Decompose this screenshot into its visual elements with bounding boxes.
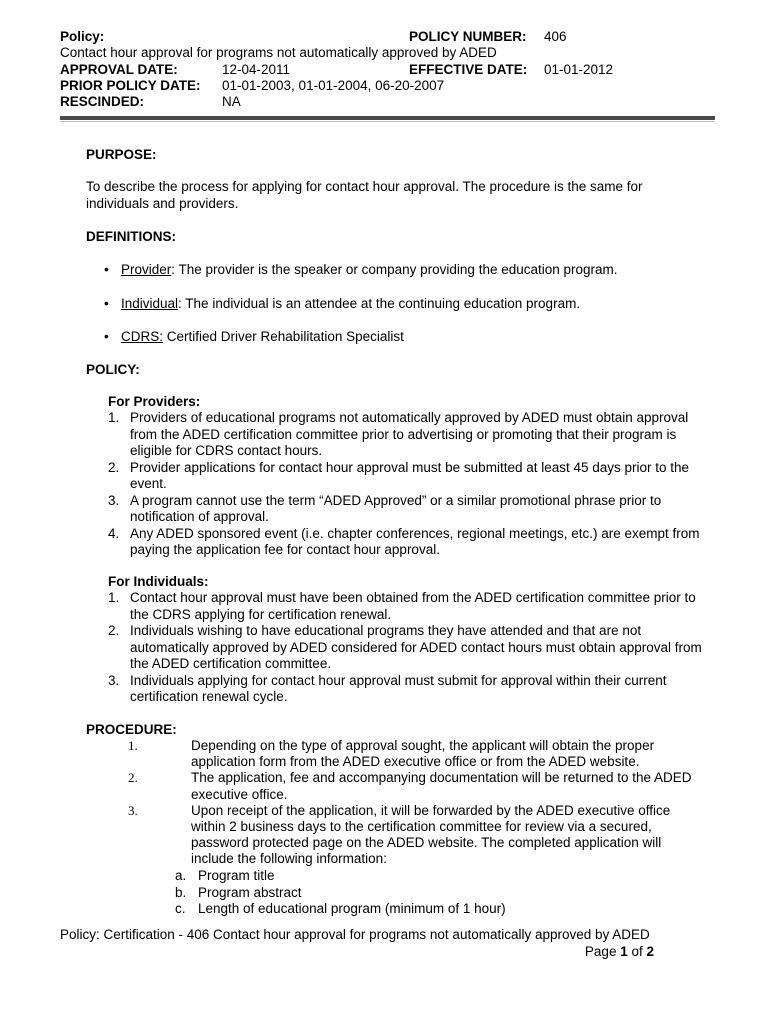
purpose-text: To describe the process for applying for contact hour approval. The procedure is the same for individuals and providers. bbox=[86, 179, 643, 211]
policy-heading: POLICY: bbox=[86, 362, 140, 377]
header-divider bbox=[60, 116, 715, 120]
list-item: a. Program title bbox=[175, 868, 275, 883]
rescinded-value: NA bbox=[222, 94, 241, 109]
list-item: 2. The application, fee and accompanying documentation will be returned to the ADED executive office. bbox=[128, 770, 692, 802]
rescinded-label: RESCINDED: bbox=[60, 94, 145, 109]
policy-number-value: 406 bbox=[544, 29, 567, 44]
list-item: 3. A program cannot use the term “ADED Approved” or a similar promotional phrase prior to notification of approval. bbox=[108, 492, 662, 524]
procedure-sublist bbox=[175, 868, 506, 918]
definitions-heading: DEFINITIONS: bbox=[86, 229, 176, 244]
approval-date-value: 12-04-2011 bbox=[222, 62, 291, 77]
definition-text: : The individual is an attendee at the continuing education program. bbox=[178, 296, 581, 311]
definition-text: : The provider is the speaker or company providing the education program. bbox=[171, 262, 618, 277]
definition-item bbox=[104, 329, 404, 345]
policy-number-label: POLICY NUMBER: bbox=[409, 29, 527, 44]
list-item: b. Program abstract bbox=[175, 884, 302, 900]
policy-title: Contact hour approval for programs not automatically approved by ADED bbox=[60, 45, 497, 60]
for-providers-heading: For Providers: bbox=[108, 394, 201, 409]
procedure-heading: PROCEDURE: bbox=[86, 722, 177, 737]
individuals-list bbox=[108, 590, 708, 706]
effective-date-value: 01-01-2012 bbox=[544, 62, 614, 77]
procedure-list bbox=[86, 738, 696, 868]
bullet-icon: • bbox=[104, 329, 109, 344]
for-individuals-heading: For Individuals: bbox=[108, 574, 209, 589]
bullet-icon: • bbox=[104, 296, 109, 311]
footer-policy-line: Policy: Certification - 406 Contact hour approval for programs not automatically approved by ADED bbox=[60, 927, 650, 942]
definition-text: Certified Driver Rehabilitation Specialist bbox=[163, 329, 404, 344]
approval-date-label: APPROVAL DATE: bbox=[60, 62, 178, 77]
list-item: 3. Upon receipt of the application, it will be forwarded by the ADED executive office within 2 business days to the certification committee for review via a secured, password protected page on the ADED website. The completed application will include the following information: bbox=[128, 802, 671, 867]
prior-policy-date-label: PRIOR POLICY DATE: bbox=[60, 78, 201, 93]
header-divider-shadow bbox=[60, 121, 715, 122]
definition-item bbox=[104, 296, 580, 312]
definition-term: CDRS: bbox=[121, 329, 164, 344]
policy-label: Policy: bbox=[60, 29, 105, 44]
list-item: 4. Any ADED sponsored event (i.e. chapter conferences, regional meetings, etc.) are exempt from paying the application fee for contact hour approval. bbox=[108, 525, 700, 557]
page-footer bbox=[60, 927, 654, 960]
page-number: Page 1 of 2 bbox=[584, 943, 654, 959]
list-item: 2. Provider applications for contact hour approval must be submitted at least 45 days prior to the event. bbox=[108, 459, 690, 491]
list-item: c. Length of educational program (minimum of 1 hour) bbox=[175, 901, 506, 916]
list-item: 1. Depending on the type of approval sought, the applicant will obtain the proper application form from the ADED executive office or from the ADED website. bbox=[128, 738, 655, 770]
effective-date-label: EFFECTIVE DATE: bbox=[409, 62, 528, 77]
definition-term: Individual bbox=[121, 296, 179, 311]
providers-list bbox=[108, 410, 708, 559]
prior-policy-date-value: 01-01-2003, 01-01-2004, 06-20-2007 bbox=[222, 78, 445, 93]
definition-item bbox=[104, 262, 618, 278]
list-item: 1. Contact hour approval must have been obtained from the ADED certification committee prior to the CDRS applying for certification renewal. bbox=[108, 590, 696, 622]
list-item: 2. Individuals wishing to have educational programs they have attended and that are not automatically approved by ADED considered for ADED contact hours must obtain approval from the ADED certification committee. bbox=[108, 623, 702, 671]
list-item: 3. Individuals applying for contact hour approval must submit for approval within their current certification renewal cycle. bbox=[108, 672, 667, 704]
definition-term: Provider bbox=[121, 262, 172, 277]
bullet-icon: • bbox=[104, 262, 109, 277]
purpose-heading: PURPOSE: bbox=[86, 147, 157, 162]
list-item: 1. Providers of educational programs not automatically approved by ADED must obtain approval from the ADED certification committee prior to advertising or promoting that their program is eligible for CDRS contact hours. bbox=[108, 410, 689, 458]
